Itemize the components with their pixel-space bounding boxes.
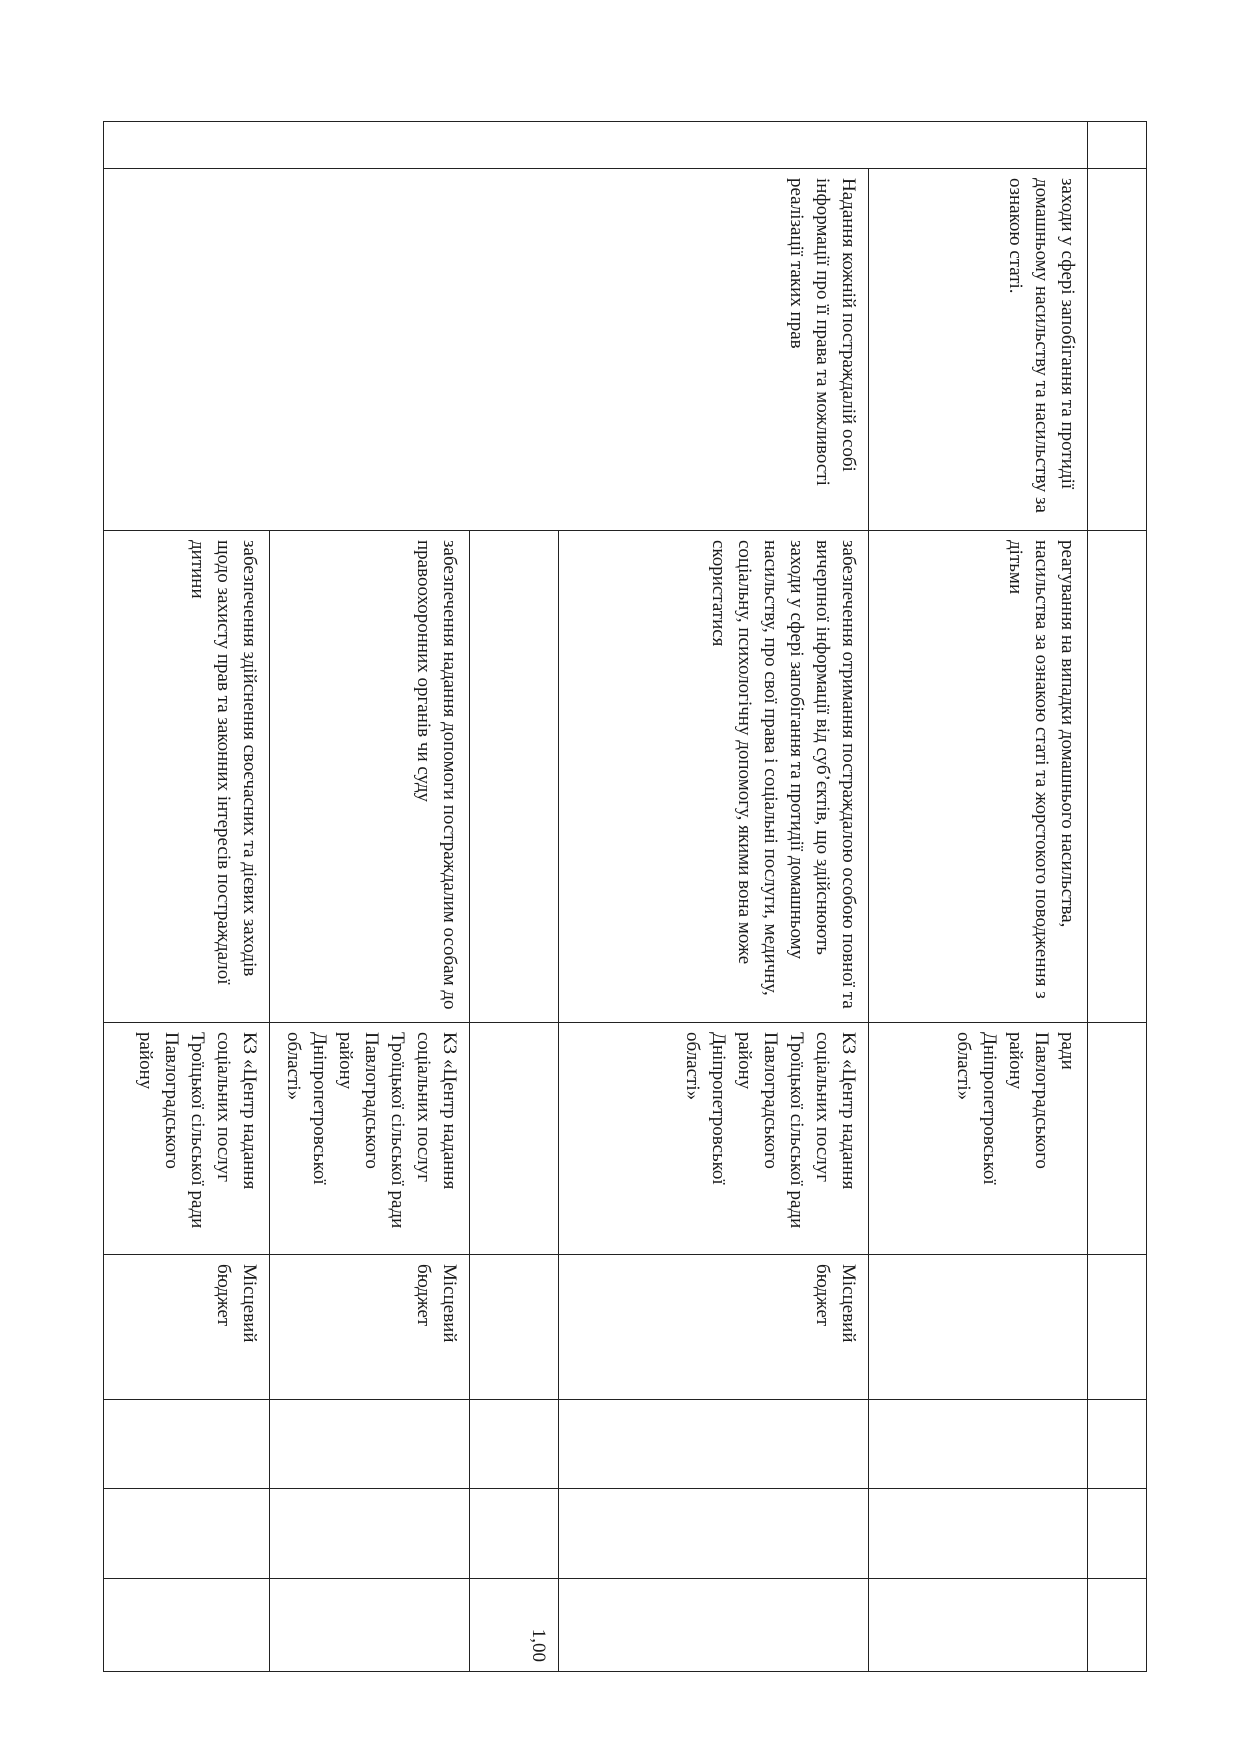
cell-source xyxy=(470,1255,559,1400)
cell-header-year-2 xyxy=(1088,1489,1147,1579)
task-text: забезпечення надання допомоги постраждалим особам до правоохоронних органів чи суду xyxy=(413,540,460,1010)
source-text: Місцевий бюджет xyxy=(812,1264,859,1343)
cell-task xyxy=(104,531,270,1023)
cell-task xyxy=(270,531,470,1023)
cell-amount xyxy=(270,1579,470,1672)
cell-year-2 xyxy=(869,1489,1088,1579)
executor-text: КЗ «Центр надання соціальних послуг Троїцької сільської ради Павлоградського району Дніпропетровської області» xyxy=(283,1032,460,1229)
cell-executor xyxy=(470,1023,559,1255)
task-text: реагування на випадки домашнього насильства, насильства за ознакою статі та жорстокого поводження з дітьми xyxy=(1005,540,1078,999)
cell-measure xyxy=(104,169,869,531)
cell-header-year-1 xyxy=(1088,1400,1147,1489)
cell-year-1 xyxy=(869,1400,1088,1489)
cell-year-2 xyxy=(470,1489,559,1579)
cell-task xyxy=(869,531,1088,1023)
executor-text: КЗ «Центр надання соціальних послуг Троїцької сільської ради Павлоградського району xyxy=(135,1032,260,1229)
cell-header-amount xyxy=(1088,1579,1147,1672)
executor-text: ради Павлоградського району Дніпропетровської області» xyxy=(953,1032,1078,1185)
cell-amount xyxy=(559,1579,869,1672)
cell-header-executor xyxy=(1088,1023,1147,1255)
cell-task xyxy=(559,531,869,1023)
cell-header-source xyxy=(1088,1255,1147,1400)
cell-number-col xyxy=(104,122,1088,169)
amount-text: 1,00 xyxy=(528,1628,549,1662)
executor-text: КЗ «Центр надання соціальних послуг Троїцької сільської ради Павлоградського району Дніпропетровської області» xyxy=(682,1032,859,1229)
table-row xyxy=(869,122,1088,1672)
cell-number-col xyxy=(1088,122,1147,169)
cell-amount xyxy=(470,1579,559,1672)
program-measures-table xyxy=(103,121,1147,1672)
cell-year-2 xyxy=(104,1489,270,1579)
source-text: Місцевий бюджет xyxy=(413,1264,460,1343)
cell-header-measure xyxy=(1088,169,1147,531)
cell-header-task xyxy=(1088,531,1147,1023)
cell-year-2 xyxy=(559,1489,869,1579)
cell-source xyxy=(559,1255,869,1400)
task-text: забезпечення здійснення своєчасних та дієвих заходів щодо захисту прав та законних інтересів постраждалої дитини xyxy=(187,540,260,985)
cell-amount xyxy=(104,1579,270,1672)
cell-year-2 xyxy=(270,1489,470,1579)
measure-text: заходи у сфері запобігання та протидії домашньому насильству та насильству за ознакою статі. xyxy=(1005,178,1078,513)
cell-executor xyxy=(270,1023,470,1255)
cell-executor xyxy=(869,1023,1088,1255)
cell-source xyxy=(270,1255,470,1400)
source-text: Місцевий бюджет xyxy=(213,1264,260,1343)
measure-text: Надання кожній постраждалій особі інформації про її права та можливості реалізації таких прав xyxy=(786,178,859,486)
cell-source xyxy=(869,1255,1088,1400)
cell-year-1 xyxy=(470,1400,559,1489)
cell-amount xyxy=(869,1579,1088,1672)
cell-year-1 xyxy=(104,1400,270,1489)
cell-source xyxy=(104,1255,270,1400)
cell-executor xyxy=(104,1023,270,1255)
cell-year-1 xyxy=(270,1400,470,1489)
table-header-row xyxy=(1088,122,1147,1672)
cell-year-1 xyxy=(559,1400,869,1489)
cell-task xyxy=(470,531,559,1023)
rotated-table-wrapper xyxy=(135,121,1147,1671)
cell-measure xyxy=(869,169,1088,531)
cell-executor xyxy=(559,1023,869,1255)
task-text: забезпечення отримання постраждалою особою повної та вичерпної інформації від суб’єктів, що здійснюють заходи у сфері запобігання та протидії домашньому насильству, про свої права і соціальні послуги, медичну, соціальну, психологічну допомогу, якими вона може скористатися xyxy=(708,540,859,1009)
table-row xyxy=(559,122,869,1672)
